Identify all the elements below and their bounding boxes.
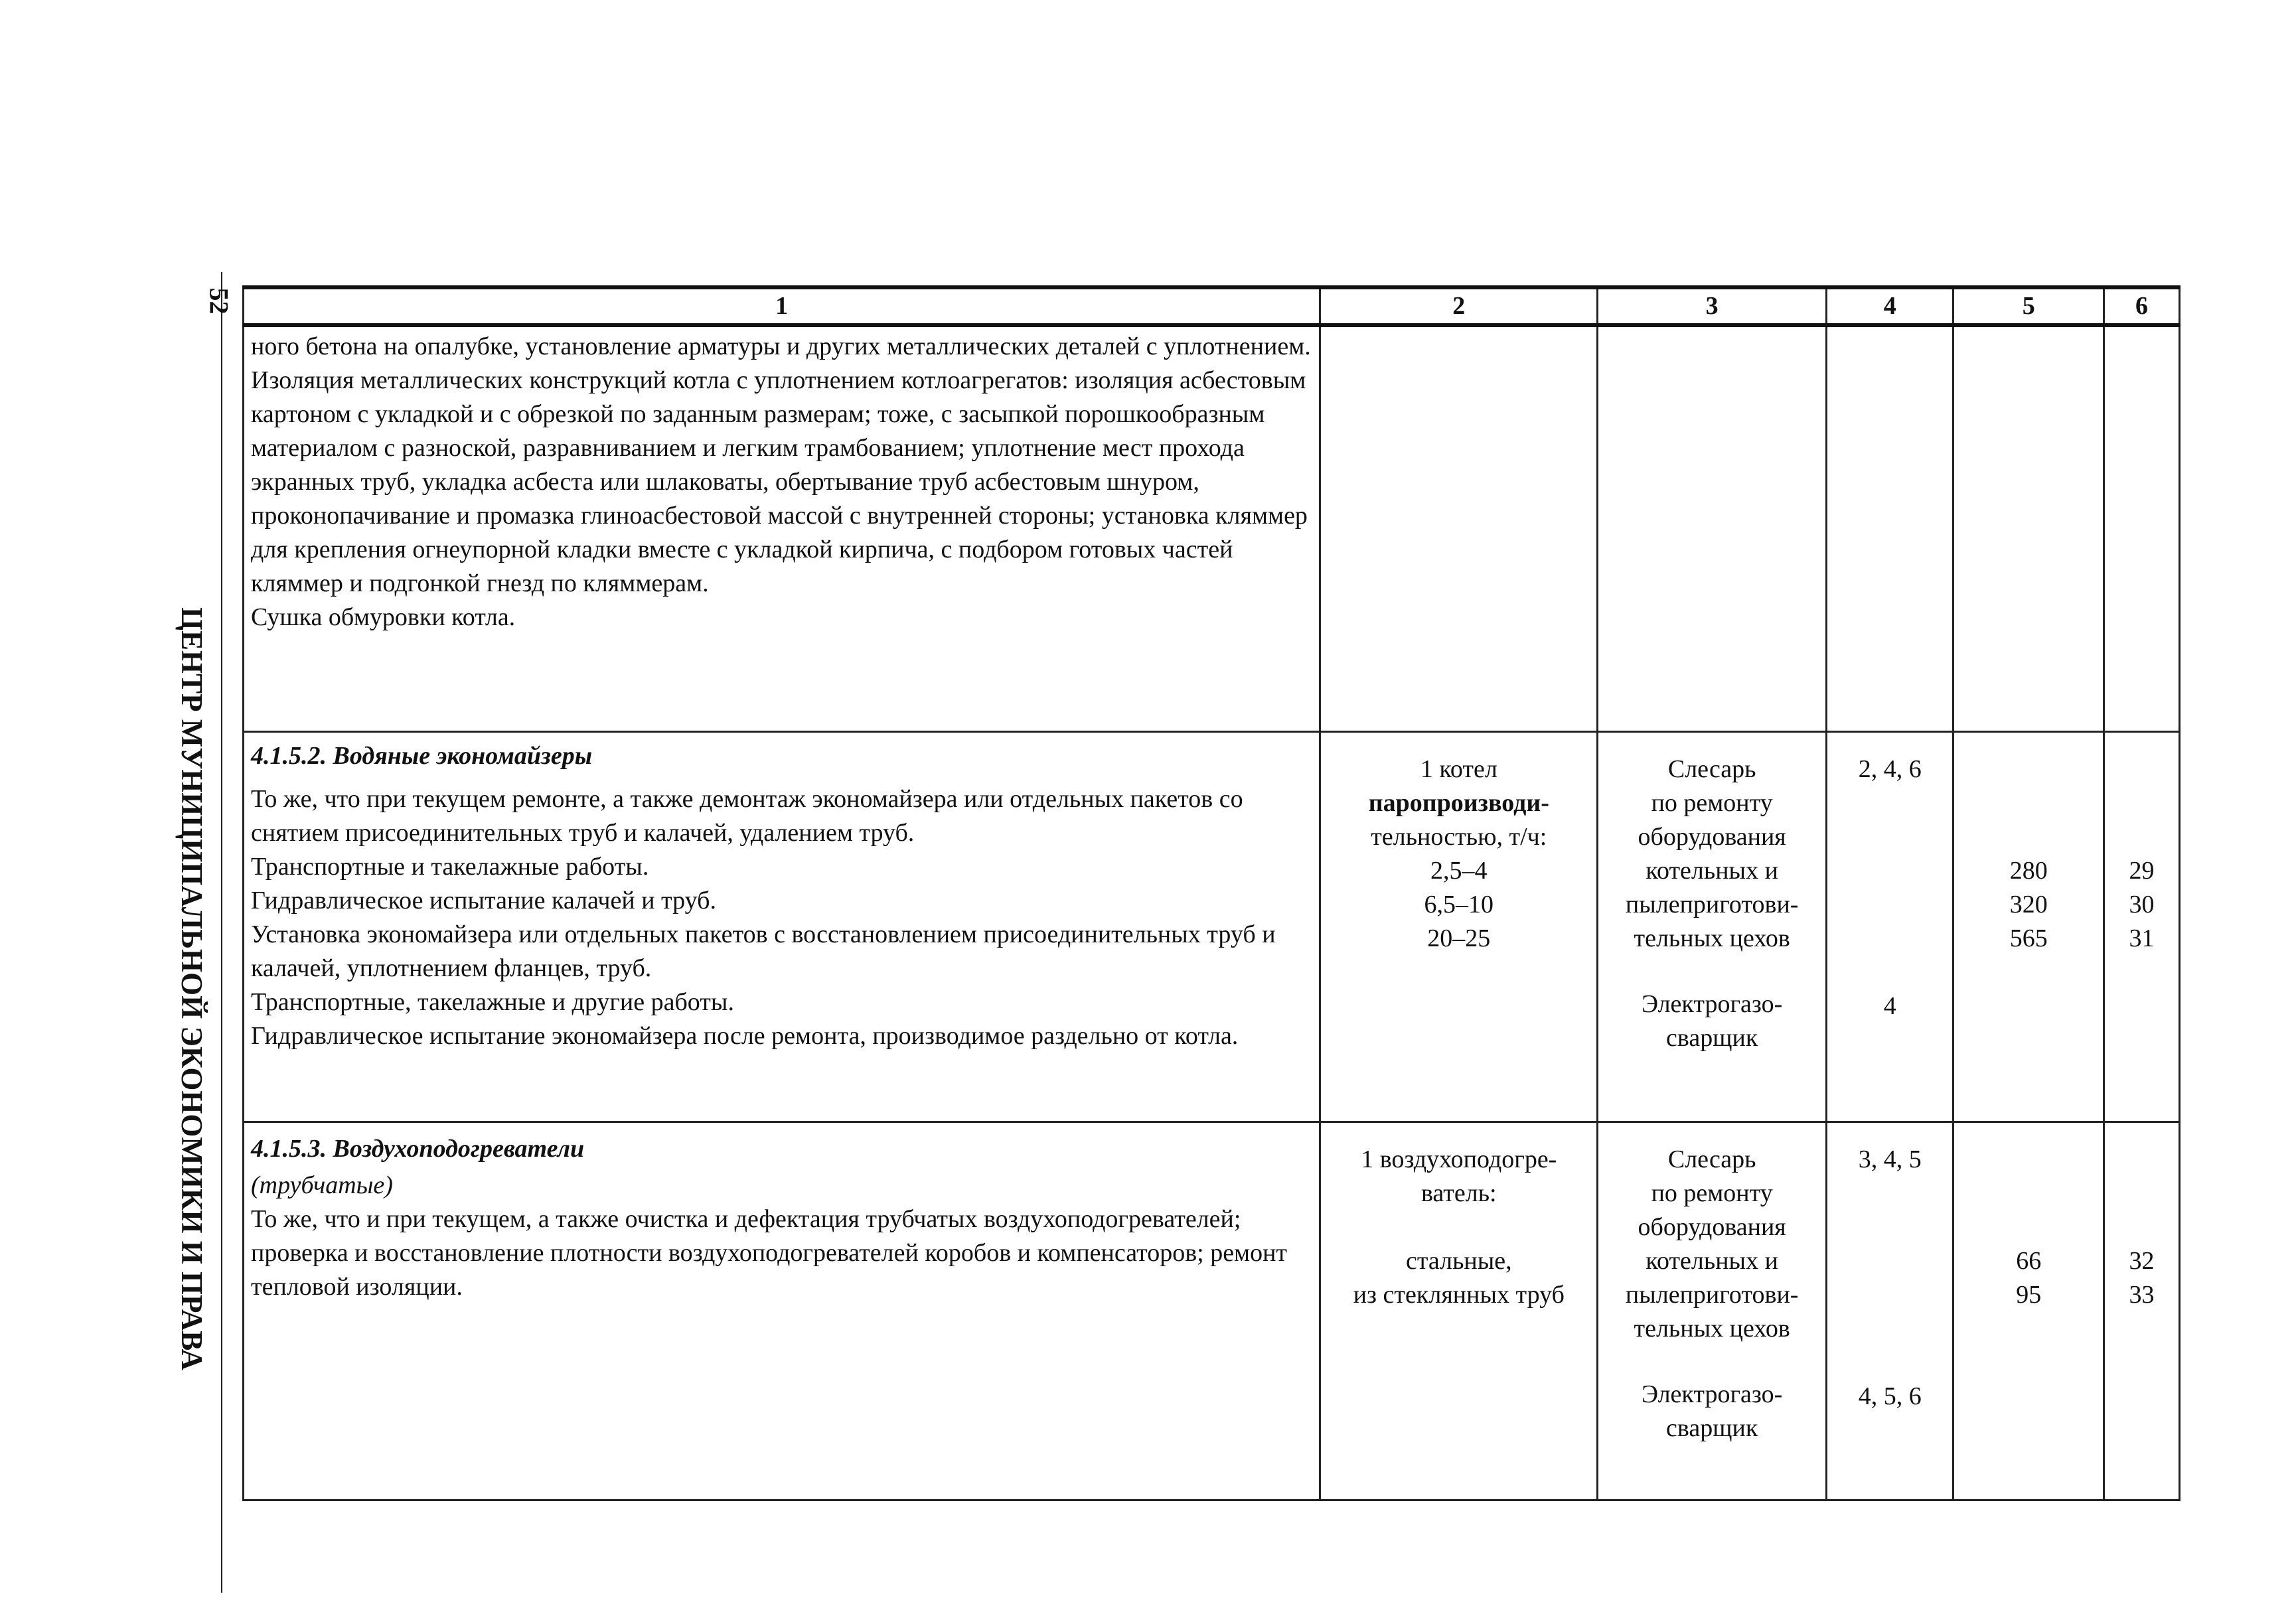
description-paragraph: Сушка обмуровки котла. [251,603,516,631]
description-paragraph: То же, что и при текущем, а также очистка и дефектация трубчатых воздухоподогревателей; проверка и восстановление плотности воздухоподогревателей коробов и компенсаторов; ремонт тепловой изоляции. [251,1204,1288,1301]
worker-line: котельных и [1645,856,1778,885]
grade-value: 3, 4, 5 [1858,1145,1922,1173]
col-header: 6 [2104,287,2180,325]
worker-line: оборудования [1638,1212,1786,1241]
worker-line: сварщик [1666,1414,1758,1442]
grade-value: 2, 4, 6 [1858,755,1922,783]
equipment-line: тельностью, т/ч: [1371,822,1547,851]
worker-line: пылеприготови- [1625,1280,1799,1309]
worker-line: сварщик [1666,1023,1758,1052]
work-description [244,731,1320,1122]
worker-line: Электрогазо- [1642,989,1783,1018]
worker-line: котельных и [1645,1246,1778,1275]
equipment-line: ватель: [1420,1179,1497,1207]
running-head: ЦЕНТР МУНИЦИПАЛЬНОЙ ЭКОНОМИКИ И ПРАВА [175,607,208,1370]
equipment-line: 1 воздухоподогре- [1361,1145,1557,1173]
equipment-line: из стеклянных труб [1353,1280,1565,1309]
norm-value: 320 [2009,890,2048,918]
col-header: 2 [1320,287,1598,325]
description-paragraph: Гидравлическое испытание экономайзера после ремонта, производимое раздельно от котла. [251,1021,1239,1050]
worker-cell [1598,1122,1827,1500]
work-table [242,285,2181,1501]
description-paragraph: Транспортные и такелажные работы. [251,852,649,881]
ref-value: 31 [2129,924,2155,952]
worker-line: Слесарь [1667,1145,1756,1173]
worker-line: тельных цехов [1634,1314,1790,1343]
table-header-row [244,287,2180,325]
worker-cell [1598,731,1827,1122]
description-paragraph: То же, что при текущем ремонте, а также демонтаж экономайзера или отдельных пакетов со снятием присоединительных труб и калачей, удалением труб. [251,784,1243,847]
equipment-line: 6,5–10 [1424,890,1494,918]
ref-cell [2104,731,2180,1122]
grade-cell [1826,1122,1953,1500]
description-paragraph: Транспортные, такелажные и другие работы. [251,987,734,1016]
section-title: 4.1.5.3. Воздухоподогреватели [251,1134,585,1163]
norm-value: 95 [2016,1280,2042,1309]
table-row [244,325,2180,731]
worker-line: по ремонту [1651,1179,1773,1207]
grade-value: 4 [1883,991,1896,1020]
norm-value: 280 [2009,856,2048,885]
worker-line: Слесарь [1667,755,1756,783]
worker-line: оборудования [1638,822,1786,851]
description-paragraph: ного бетона на опалубке, установление арматуры и других металлических деталей с уплотнением. [251,332,1311,360]
ref-value: 30 [2129,890,2155,918]
description-paragraph: Гидравлическое испытание калачей и труб. [251,886,716,914]
section-title: 4.1.5.2. Водяные экономайзеры [251,741,593,770]
equipment-line: паропроизводи- [1368,788,1549,817]
worker-line: по ремонту [1651,788,1773,817]
worker-line: Электрогазо- [1642,1380,1783,1408]
section-subtitle: (трубчатые) [251,1171,393,1199]
grade-value: 4, 5, 6 [1858,1382,1922,1410]
grade-cell [1826,731,1953,1122]
col-header: 1 [244,287,1320,325]
page-number: 52 [204,287,234,315]
description-paragraph: Установка экономайзера или отдельных пакетов с восстановлением присоединительных труб и калачей, уплотнением фланцев, труб. [251,920,1276,982]
ref-value: 33 [2129,1280,2155,1309]
equipment-cell [1320,731,1598,1122]
equipment-line: 2,5–4 [1430,856,1488,885]
ref-value: 29 [2129,856,2155,885]
col-header: 5 [1953,287,2104,325]
work-description [244,1122,1320,1500]
norm-value: 565 [2009,924,2048,952]
table-row [244,1122,2180,1500]
ref-value: 32 [2129,1246,2155,1275]
norm-value: 66 [2016,1246,2042,1275]
margin-rule [221,272,222,1593]
equipment-line [1328,1210,1590,1244]
equipment-line: 1 котел [1420,755,1497,783]
equipment-cell [1320,1122,1598,1500]
worker-line: пылеприготови- [1625,890,1799,918]
col-header: 3 [1598,287,1827,325]
equipment-line: стальные, [1405,1246,1512,1275]
col-header: 4 [1826,287,1953,325]
description-paragraph: Изоляция металлических конструкций котла с уплотнением котлоагрегатов: изоляция асбестовым картоном с укладкой и с обрезкой по заданным размерам; тоже, с засыпкой порошкообразным материалом с разноской, разравниванием и легким трамбованием; уплотнение мест прохода экранных труб, укладка асбеста или шлаковаты, обертывание труб асбестовым шнуром, проконопачивание и промазка глиноасбестовой массой с внутренней стороны; установка кляммер для крепления огнеупорной кладки вместе с укладкой кирпича, с подбором готовых частей кляммер и подгонкой гнезд по кляммерам. [251,366,1308,597]
work-description [244,325,1320,731]
ref-cell [2104,1122,2180,1500]
norm-cell [1953,1122,2104,1500]
equipment-line: 20–25 [1427,924,1491,952]
norm-cell [1953,731,2104,1122]
worker-line: тельных цехов [1634,924,1790,952]
table-row [244,731,2180,1122]
